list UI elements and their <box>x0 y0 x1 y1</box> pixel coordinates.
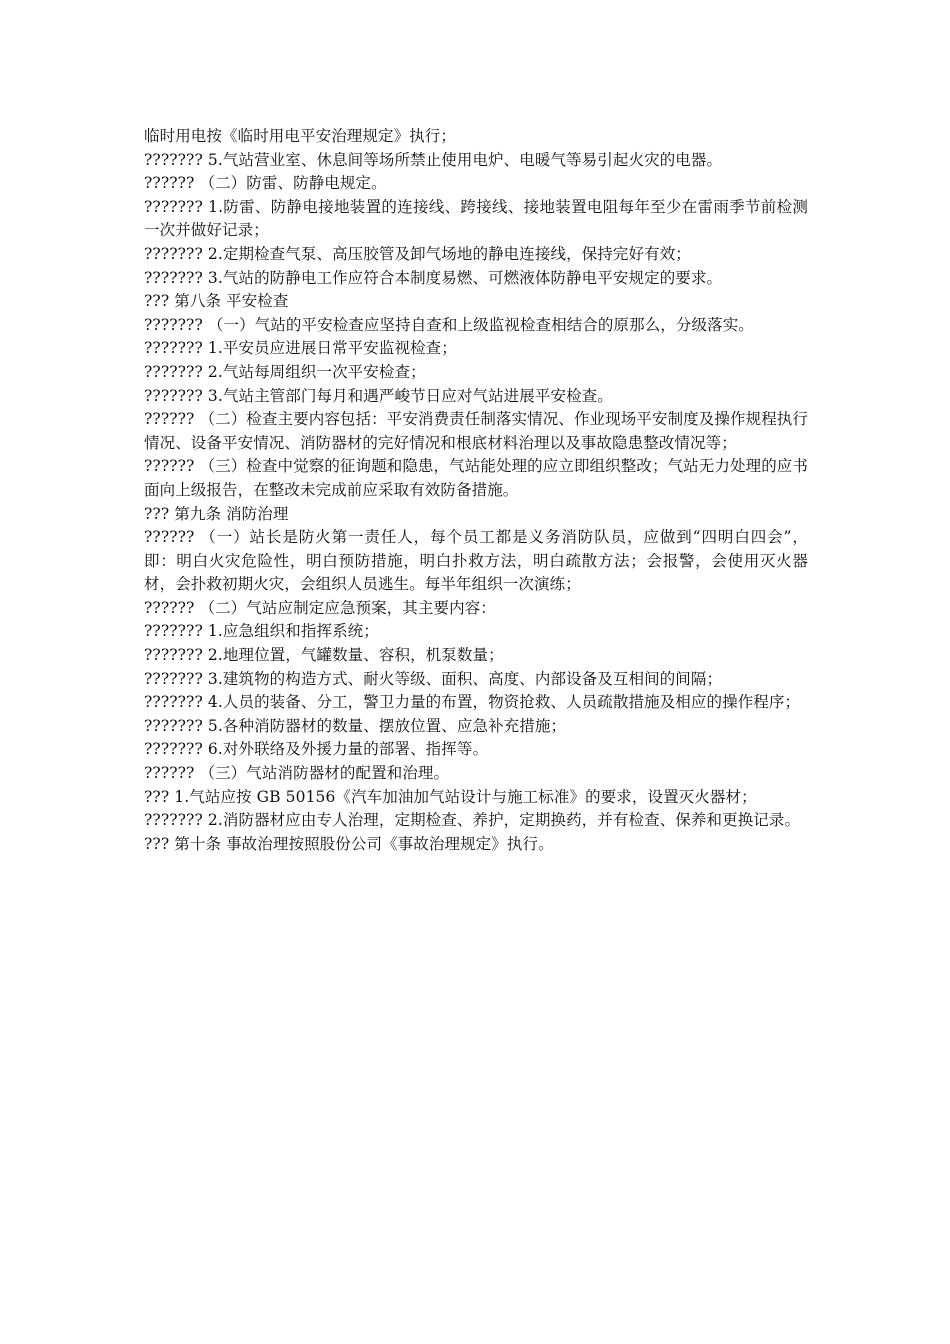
section-heading: ??? 第九条 消防治理 <box>144 504 289 523</box>
paragraph-line: ??????? （一）气站的平安检查应坚持自查和上级监视检查相结合的原那么，分级落实。 <box>144 315 754 334</box>
document-body <box>144 125 808 856</box>
paragraph-line: ??????? 1.防雷、防静电接地装置的连接线、跨接线、接地装置电阻每年至少在雷雨季节前检测一次并做好记录； <box>144 197 808 240</box>
paragraph-line: ??????? 2.定期检查气泵、高压胶管及卸气场地的静电连接线，保持完好有效； <box>144 244 691 263</box>
paragraph-line: ??????? 3.建筑物的构造方式、耐火等级、面积、高度、内部设备及互相间的间隔； <box>144 669 723 688</box>
paragraph-line: 临时用电按《临时用电平安治理规定》执行； <box>144 127 457 145</box>
paragraph-line: ?????? （三）气站消防器材的配置和治理。 <box>144 764 450 783</box>
paragraph-line: ?????? （二）防雷、防静电规定。 <box>144 174 387 193</box>
paragraph-line: ??????? 5.各种消防器材的数量、摆放位置、应急补充措施； <box>144 716 567 735</box>
paragraph-line: ?????? （二）检查主要内容包括：平安消费责任制落实情况、作业现场平安制度及操作规程执行情况、设备平安情况、消防器材的完好情况和根底材料治理以及事故隐患整改情况等； <box>144 410 808 452</box>
paragraph-line: ?????? （一）站长是防火第一责任人，每个员工都是义务消防队员，应做到“四明白四会”，即：明白火灾危险性，明白预防措施，明白扑救方法，明白疏散方法；会报警，会使用灭火器材，会扑救初期火灾，会组织人员逃生。每半年组织一次演练； <box>144 528 808 594</box>
paragraph-line: ??? 1.气站应按 GB 50156《汽车加油加气站设计与施工标准》的要求，设置灭火器材； <box>144 787 757 806</box>
paragraph-line: ??????? 2.消防器材应由专人治理，定期检查、养护，定期换药，并有检查、保养和更换记录。 <box>144 811 801 830</box>
paragraph-line: ??????? 4.人员的装备、分工，警卫力量的布置，物资抢救、人员疏散措施及相应的操作程序； <box>144 693 801 712</box>
section-heading: ??? 第十条 事故治理按照股份公司《事故治理规定》执行。 <box>144 834 554 853</box>
paragraph-line: ??????? 2.气站每周组织一次平安检查； <box>144 362 426 381</box>
section-heading: ??? 第八条 平安检查 <box>144 292 289 311</box>
paragraph-line: ??????? 3.气站的防静电工作应符合本制度易燃、可燃液体防静电平安规定的要求。 <box>144 268 723 287</box>
paragraph-line: ??????? 1.应急组织和指挥系统； <box>144 622 379 641</box>
paragraph-line: ?????? （二）气站应制定应急预案，其主要内容： <box>144 598 496 617</box>
paragraph-line: ??????? 5.气站营业室、休息间等场所禁止使用电炉、电暖气等易引起火灾的电器。 <box>144 150 723 169</box>
paragraph-line: ??????? 2.地理位置，气罐数量、容积，机泵数量； <box>144 646 504 665</box>
paragraph-line: ??????? 1.平安员应进展日常平安监视检查； <box>144 339 457 358</box>
paragraph-line: ?????? （三）检查中觉察的征询题和隐患，气站能处理的应立即组织整改；气站无力处理的应书面向上级报告，在整改未完成前应采取有效防备措施。 <box>144 457 808 499</box>
paragraph-line: ??????? 6.对外联络及外援力量的部署、指挥等。 <box>144 740 489 759</box>
paragraph-line: ??????? 3.气站主管部门每月和遇严峻节日应对气站进展平安检查。 <box>144 386 613 405</box>
